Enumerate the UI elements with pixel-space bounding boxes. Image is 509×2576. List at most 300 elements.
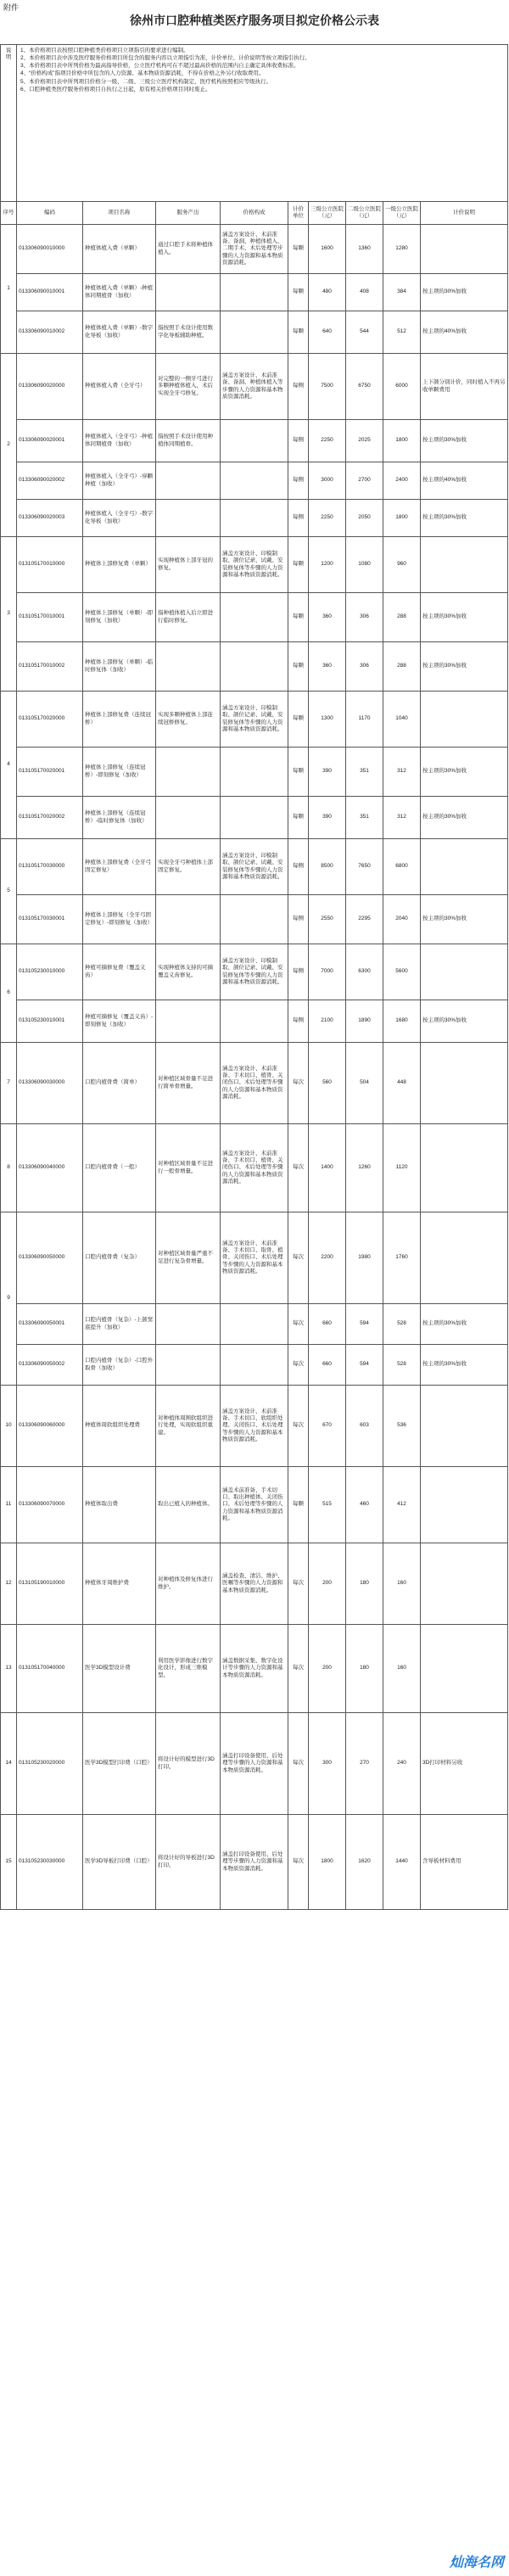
group-number: 8: [1, 1124, 17, 1212]
price-composition: 涵盖术前准备、手术切口、取出种植体、关闭伤口、术后处理等步骤的人力资源和基本物质资源消耗。: [221, 1467, 288, 1543]
price-level-1: 1280: [383, 225, 421, 274]
pricing-remark: 按主项的30%加收: [421, 593, 508, 642]
item-code: 013306090040000: [17, 1124, 83, 1212]
item-code: 013306090070000: [17, 1467, 83, 1543]
pricing-unit: 每侧: [288, 1000, 309, 1043]
pricing-unit: 每次: [288, 1212, 309, 1304]
table-row: [1, 1304, 508, 1345]
notes-content: [17, 45, 508, 202]
price-composition: [221, 797, 288, 839]
price-level-1: 288: [383, 593, 421, 642]
price-level-3: 200: [309, 1543, 346, 1625]
pricing-unit: 每侧: [288, 944, 309, 1000]
pricing-remark: [421, 1467, 508, 1543]
item-name: 种植体植入（全牙弓）-穿颧种植（加收）: [83, 462, 156, 500]
price-composition: 涵盖打印设备使用、后处理等步骤的人力资源和基本物质资源消耗。: [221, 1713, 288, 1815]
item-name: 种植体植入费（单颗）-数字化导板（加收）: [83, 311, 156, 354]
price-level-2: 1980: [346, 1212, 383, 1304]
price-composition: [221, 1000, 288, 1043]
pricing-unit: 每次: [288, 1386, 309, 1467]
pricing-remark: [421, 1212, 508, 1304]
pricing-remark: [421, 1043, 508, 1124]
pricing-unit: 每侧: [288, 420, 309, 462]
item-name: 种植可摘修复（覆盖义齿）-即刻修复（加收）: [83, 1000, 156, 1043]
service-output: [156, 462, 221, 500]
service-output: 实现种植体上部牙冠的修复。: [156, 537, 221, 593]
item-code: 013105230010001: [17, 1000, 83, 1043]
item-code: 013306090050002: [17, 1345, 83, 1386]
price-composition: [221, 593, 288, 642]
col-no-header: 序号: [1, 202, 17, 225]
price-level-3: 2250: [309, 420, 346, 462]
price-level-2: 1890: [346, 1000, 383, 1043]
table-row: [1, 839, 508, 895]
price-composition: 涵盖方案设计、术前准备、备洞、种植体植入、二期手术、术后处理等步骤的人力资源和基本物质资源消耗。: [221, 225, 288, 274]
pricing-remark: 按主项的30%加收: [421, 274, 508, 311]
col-cost-header: 价格构成: [221, 202, 288, 225]
price-level-1: 1800: [383, 500, 421, 537]
price-level-3: 7000: [309, 944, 346, 1000]
table-row: [1, 1625, 508, 1713]
price-level-1: 1120: [383, 1124, 421, 1212]
item-name: 种植体植入费（全牙弓）: [83, 354, 156, 420]
price-level-3: 1800: [309, 1815, 346, 1910]
group-number: 15: [1, 1815, 17, 1910]
price-level-2: 1260: [346, 1124, 383, 1212]
watermark-logo: 灿海名网: [449, 2556, 504, 2570]
price-level-3: 200: [309, 1625, 346, 1713]
item-code: 013105170040000: [17, 1625, 83, 1713]
pricing-unit: 每颗: [288, 537, 309, 593]
item-name: 种植体植入（全牙弓）-数字化导板（加收）: [83, 500, 156, 537]
table-row: [1, 895, 508, 944]
item-name: 医学3D导板打印费（口腔）: [83, 1815, 156, 1910]
table-row: [1, 354, 508, 420]
price-level-1: 312: [383, 797, 421, 839]
pricing-unit: 每次: [288, 1543, 309, 1625]
table-row: [1, 1386, 508, 1467]
pricing-remark: 按主项的30%加收: [421, 895, 508, 944]
price-composition: 涵盖方案设计、术前准备、手术切口、取骨、植骨、关闭伤口、术后处理等步骤的人力资源和基本物质资源消耗。: [221, 1212, 288, 1304]
service-output: 对种植区域骨量不足进行简单骨增量。: [156, 1043, 221, 1124]
price-level-2: 351: [346, 797, 383, 839]
notes-label: 说明: [1, 45, 17, 202]
pricing-remark: [421, 1625, 508, 1713]
item-code: 013306090010002: [17, 311, 83, 354]
price-level-1: 1800: [383, 420, 421, 462]
pricing-unit: 每侧: [288, 354, 309, 420]
table-row: [1, 225, 508, 274]
pricing-remark: 按主项的30%加收: [421, 500, 508, 537]
price-level-3: 1300: [309, 692, 346, 748]
price-level-2: 6300: [346, 944, 383, 1000]
item-name: 种植体牙周维护费: [83, 1543, 156, 1625]
item-code: 013105170020000: [17, 692, 83, 748]
pricing-unit: 每颗: [288, 692, 309, 748]
item-name: 种植体植入费（单颗）: [83, 225, 156, 274]
price-level-2: 306: [346, 642, 383, 692]
price-level-2: 504: [346, 1043, 383, 1124]
price-level-3: 2250: [309, 500, 346, 537]
pricing-remark: 上下颌分别计价，同时植入不再另收单颗费用: [421, 354, 508, 420]
price-composition: 涵盖检查、清洁、维护、医嘱等步骤的人力资源和基本物质资源消耗。: [221, 1543, 288, 1625]
col-code-header: 编码: [17, 202, 83, 225]
price-level-1: 160: [383, 1543, 421, 1625]
price-level-3: 360: [309, 593, 346, 642]
group-number: 11: [1, 1467, 17, 1543]
price-level-2: 1170: [346, 692, 383, 748]
price-level-2: 180: [346, 1543, 383, 1625]
price-level-1: 288: [383, 642, 421, 692]
table-row: [1, 1467, 508, 1543]
note-item: 6、口腔种植类医疗服务价格项目自执行之日起，原有相关价格项目同时废止。: [20, 86, 211, 92]
price-level-3: 7500: [309, 354, 346, 420]
table-row: [1, 1212, 508, 1304]
service-output: 利用医学影像进行数字化设计，形成三维模型。: [156, 1625, 221, 1713]
item-name: 种植体植入费（单颗）-种植体同期植骨（加收）: [83, 274, 156, 311]
price-level-1: 1440: [383, 1815, 421, 1910]
price-level-3: 3000: [309, 462, 346, 500]
item-name: 种植体上部修复费（单颗）: [83, 537, 156, 593]
group-number: 6: [1, 944, 17, 1043]
price-level-2: 7650: [346, 839, 383, 895]
service-output: 指种植体植入后立即进行临时修复。: [156, 593, 221, 642]
pricing-remark: 按主项的30%加收: [421, 1304, 508, 1345]
table-header-row: [1, 202, 508, 225]
price-level-1: 312: [383, 748, 421, 797]
group-number: 14: [1, 1713, 17, 1815]
pricing-remark: 含导板材料费用: [421, 1815, 508, 1910]
price-composition: [221, 420, 288, 462]
item-name: 种植体上部修复（全牙弓固定修复）-即刻修复（加收）: [83, 895, 156, 944]
price-level-1: 412: [383, 1467, 421, 1543]
pricing-remark: [421, 1543, 508, 1625]
item-code: 013306090050000: [17, 1212, 83, 1304]
service-output: 对种植体周围软组织进行处理，实现软组织重建。: [156, 1386, 221, 1467]
price-level-2: 6750: [346, 354, 383, 420]
price-composition: [221, 748, 288, 797]
pricing-unit: 每侧: [288, 895, 309, 944]
item-code: 013105170010001: [17, 593, 83, 642]
attachment-label: 附件: [3, 3, 20, 12]
price-level-2: 270: [346, 1713, 383, 1815]
pricing-remark: 按主项的30%加收: [421, 748, 508, 797]
item-name: 种植体上部修复（连续冠桥）-临时修复体（加收）: [83, 797, 156, 839]
price-level-3: 8500: [309, 839, 346, 895]
item-code: 013306090010001: [17, 274, 83, 311]
item-code: 013306090020003: [17, 500, 83, 537]
price-level-2: 2025: [346, 420, 383, 462]
price-level-3: 2100: [309, 1000, 346, 1043]
pricing-remark: [421, 944, 508, 1000]
service-output: [156, 797, 221, 839]
service-output: [156, 500, 221, 537]
price-composition: [221, 1345, 288, 1386]
item-code: 013105170030000: [17, 839, 83, 895]
group-number: 4: [1, 692, 17, 839]
price-level-3: 300: [309, 1713, 346, 1815]
table-row: [1, 1124, 508, 1212]
pricing-remark: [421, 225, 508, 274]
service-output: [156, 895, 221, 944]
pricing-unit: 每颗: [288, 642, 309, 692]
price-level-2: 2050: [346, 500, 383, 537]
item-code: 013306090010000: [17, 225, 83, 274]
price-composition: [221, 1304, 288, 1345]
group-number: 5: [1, 839, 17, 944]
service-output: 对完整的一侧牙弓进行多颗种植体植入，术后实现全牙弓修复。: [156, 354, 221, 420]
item-name: 种植体上部修复（单颗）-临时修复体（加收）: [83, 642, 156, 692]
item-code: 013306090060000: [17, 1386, 83, 1467]
item-name: 口腔内植骨费（简单）: [83, 1043, 156, 1124]
item-code: 013306090030000: [17, 1043, 83, 1124]
price-level-3: 2200: [309, 1212, 346, 1304]
price-level-3: 515: [309, 1467, 346, 1543]
price-level-2: 544: [346, 311, 383, 354]
table-row: [1, 1543, 508, 1625]
pricing-remark: [421, 537, 508, 593]
group-number: 12: [1, 1543, 17, 1625]
service-output: 实现全牙弓种植体上部固定修复。: [156, 839, 221, 895]
group-number: 10: [1, 1386, 17, 1467]
price-level-3: 390: [309, 797, 346, 839]
price-composition: [221, 311, 288, 354]
price-level-3: 670: [309, 1386, 346, 1467]
price-level-1: 448: [383, 1043, 421, 1124]
item-code: 013306090020001: [17, 420, 83, 462]
pricing-remark: 按主项的30%加收: [421, 642, 508, 692]
note-item: 3、本价格项目表中所列价格为最高指导价格，公立医疗机构可在不超过最高价格的范围内自主确定具体收费标准。: [20, 63, 299, 70]
item-code: 013105170020002: [17, 797, 83, 839]
service-output: 对种植区域骨量不足进行一般骨增量。: [156, 1124, 221, 1212]
note-item: 5、本价格项目表中所列项目价格分一级、二级、三级公立医疗机构制定，医疗机构按照相应等级执行。: [20, 78, 272, 85]
service-output: [156, 274, 221, 311]
price-composition: 涵盖方案设计、术前准备、手术切口、植骨、关闭伤口、术后处理等步骤的人力资源和基本物质资源消耗。: [221, 1043, 288, 1124]
price-level-2: 408: [346, 274, 383, 311]
price-level-1: 528: [383, 1345, 421, 1386]
col-name-header: 项目名称: [83, 202, 156, 225]
price-level-1: 2040: [383, 895, 421, 944]
service-output: [156, 1000, 221, 1043]
item-code: 013105190010000: [17, 1543, 83, 1625]
price-composition: 涵盖方案设计、印模制取、颌位记录、试戴、安装修复体等步骤的人力资源和基本物质资源消耗。: [221, 692, 288, 748]
col-price-3-header: 三级公立医院（元）: [309, 202, 346, 225]
item-code: 013105230030000: [17, 1815, 83, 1910]
pricing-unit: 每次: [288, 1043, 309, 1124]
item-code: 013105170030001: [17, 895, 83, 944]
price-composition: [221, 642, 288, 692]
note-item: 4、“价格构成”指项目价格中所包含的人力资源、基本物质资源消耗，不得在价格之外另行收取费用。: [20, 70, 265, 77]
item-name: 口腔内植骨费（一般）: [83, 1124, 156, 1212]
price-level-2: 2700: [346, 462, 383, 500]
price-level-2: 1080: [346, 537, 383, 593]
price-level-2: 306: [346, 593, 383, 642]
note-item: 1、本价格项目表按照口腔种植类价格项目立项指引的要求进行编制。: [20, 48, 189, 53]
pricing-unit: 每侧: [288, 500, 309, 537]
col-price-1-header: 一级公立医院（元）: [383, 202, 421, 225]
service-output: 对种植体及修复体进行维护。: [156, 1543, 221, 1625]
price-level-3: 640: [309, 311, 346, 354]
pricing-remark: 按主项的30%加收: [421, 1345, 508, 1386]
price-level-3: 560: [309, 1043, 346, 1124]
service-output: 通过口腔手术将种植体植入。: [156, 225, 221, 274]
price-level-1: 384: [383, 274, 421, 311]
pricing-remark: [421, 839, 508, 895]
table-row: [1, 1000, 508, 1043]
pricing-remark: [421, 1386, 508, 1467]
pricing-remark: 按主项的30%加收: [421, 797, 508, 839]
col-remark-header: 计价说明: [421, 202, 508, 225]
pricing-remark: 按主项的30%加收: [421, 1000, 508, 1043]
col-unit-header: 计价单位: [288, 202, 309, 225]
price-level-1: 512: [383, 311, 421, 354]
service-output: 指按照手术设计使用种植体同期植骨。: [156, 420, 221, 462]
price-level-2: 603: [346, 1386, 383, 1467]
item-code: 013105170010002: [17, 642, 83, 692]
price-level-1: 1680: [383, 1000, 421, 1043]
service-output: 实现种植体支持的可摘覆盖义齿修复。: [156, 944, 221, 1000]
group-number: 9: [1, 1212, 17, 1386]
table-row: [1, 1043, 508, 1124]
price-level-1: 5600: [383, 944, 421, 1000]
col-price-2-header: 二级公立医院（元）: [346, 202, 383, 225]
price-level-1: 240: [383, 1713, 421, 1815]
price-level-1: 536: [383, 1386, 421, 1467]
price-level-3: 1600: [309, 225, 346, 274]
price-level-3: 1400: [309, 1124, 346, 1212]
table-row: [1, 311, 508, 354]
pricing-remark: 按主项的40%加收: [421, 311, 508, 354]
price-composition: 涵盖方案设计、术前准备、备洞、种植体植入等步骤的人力资源和基本物质资源消耗。: [221, 354, 288, 420]
item-code: 013105230020000: [17, 1713, 83, 1815]
pricing-unit: 每侧: [288, 839, 309, 895]
pricing-unit: 每颗: [288, 593, 309, 642]
table-row: [1, 500, 508, 537]
price-level-3: 390: [309, 748, 346, 797]
table-row: [1, 1815, 508, 1910]
item-name: 种植体上部修复（单颗）-即刻修复（加收）: [83, 593, 156, 642]
price-level-2: 460: [346, 1467, 383, 1543]
price-table: [0, 44, 508, 1910]
service-output: [156, 1345, 221, 1386]
group-number: 3: [1, 537, 17, 692]
group-number: 2: [1, 354, 17, 537]
item-code: 013306090020002: [17, 462, 83, 500]
price-level-3: 1200: [309, 537, 346, 593]
price-composition: 涵盖方案设计、术前准备、手术切口、植骨、关闭伤口、术后处理等步骤的人力资源和基本物质资源消耗。: [221, 1124, 288, 1212]
service-output: 实现多颗种植体上部连续冠桥修复。: [156, 692, 221, 748]
price-level-1: 2400: [383, 462, 421, 500]
price-level-3: 480: [309, 274, 346, 311]
item-name: 种植体上部修复（连续冠桥）-即刻修复（加收）: [83, 748, 156, 797]
pricing-unit: 每次: [288, 1345, 309, 1386]
pricing-unit: 每次: [288, 1124, 309, 1212]
table-row: [1, 642, 508, 692]
table-row: [1, 274, 508, 311]
price-level-1: 1040: [383, 692, 421, 748]
item-name: 口腔内植骨（复杂）-上颌窦底提升（加收）: [83, 1304, 156, 1345]
item-code: 013105230010000: [17, 944, 83, 1000]
table-row: [1, 537, 508, 593]
pricing-unit: 每颗: [288, 748, 309, 797]
item-code: 013306090050001: [17, 1304, 83, 1345]
price-composition: 涵盖方案设计、印模制取、颌位记录、试戴、安装修复体等步骤的人力资源和基本物质资源消耗。: [221, 537, 288, 593]
item-name: 种植可摘修复费（覆盖义齿）: [83, 944, 156, 1000]
price-composition: [221, 500, 288, 537]
price-composition: 涵盖打印设备使用、后处理等步骤的人力资源和基本物质资源消耗。: [221, 1815, 288, 1910]
table-row: [1, 1713, 508, 1815]
table-row: [1, 797, 508, 839]
pricing-remark: 按主项的40%加收: [421, 462, 508, 500]
item-name: 种植体周软组织处理费: [83, 1386, 156, 1467]
item-name: 种植体植入（全牙弓）-种植体同期植骨（加收）: [83, 420, 156, 462]
price-level-1: 160: [383, 1625, 421, 1713]
service-output: [156, 642, 221, 692]
price-level-2: 351: [346, 748, 383, 797]
group-number: 13: [1, 1625, 17, 1713]
service-output: 将设计好的模型进行3D打印。: [156, 1713, 221, 1815]
price-level-2: 594: [346, 1345, 383, 1386]
table-row: [1, 748, 508, 797]
pricing-unit: 每颗: [288, 311, 309, 354]
table-row: [1, 420, 508, 462]
notes-row: [1, 45, 508, 202]
price-composition: 涵盖数据采集、数字化设计等步骤的人力资源和基本物质资源消耗。: [221, 1625, 288, 1713]
price-level-1: 6000: [383, 354, 421, 420]
price-composition: [221, 895, 288, 944]
pricing-remark: [421, 1124, 508, 1212]
price-level-1: 1760: [383, 1212, 421, 1304]
item-name: 医学3D模型设计费: [83, 1625, 156, 1713]
item-name: 种植体上部修复费（连续冠桥）: [83, 692, 156, 748]
pricing-unit: 每颗: [288, 797, 309, 839]
price-level-2: 594: [346, 1304, 383, 1345]
price-composition: 涵盖方案设计、术前准备、手术切口、软组织处理、关闭伤口、术后处理等步骤的人力资源和基本物质资源消耗。: [221, 1386, 288, 1467]
item-name: 种植体取出费: [83, 1467, 156, 1543]
price-level-2: 1360: [346, 225, 383, 274]
item-name: 种植体上部修复费（全牙弓固定修复）: [83, 839, 156, 895]
price-level-3: 2550: [309, 895, 346, 944]
service-output: 对种植区域骨量严重不足进行复杂骨增量。: [156, 1212, 221, 1304]
pricing-unit: 每次: [288, 1625, 309, 1713]
item-name: 医学3D模型打印费（口腔）: [83, 1713, 156, 1815]
col-output-header: 服务产出: [156, 202, 221, 225]
price-level-1: 528: [383, 1304, 421, 1345]
pricing-unit: 每次: [288, 1304, 309, 1345]
pricing-unit: 每颗: [288, 225, 309, 274]
price-composition: 涵盖方案设计、印模制取、颌位记录、试戴、安装修复体等步骤的人力资源和基本物质资源消耗。: [221, 944, 288, 1000]
note-item: 2、本价格项目表中涉及医疗服务价格项目所包含的服务内容以立项指引为准，计价单位、计价说明等按立项指引执行。: [20, 55, 310, 62]
price-level-1: 6800: [383, 839, 421, 895]
price-level-1: 960: [383, 537, 421, 593]
pricing-unit: 每颗: [288, 274, 309, 311]
item-code: 013306090020000: [17, 354, 83, 420]
table-row: [1, 462, 508, 500]
table-row: [1, 944, 508, 1000]
price-level-3: 360: [309, 642, 346, 692]
price-composition: [221, 274, 288, 311]
price-composition: 涵盖方案设计、印模制取、颌位记录、试戴、安装修复体等步骤的人力资源和基本物质资源消耗。: [221, 839, 288, 895]
price-level-3: 660: [309, 1345, 346, 1386]
pricing-remark: [421, 692, 508, 748]
service-output: [156, 1304, 221, 1345]
service-output: 将设计好的导板进行3D打印。: [156, 1815, 221, 1910]
table-row: [1, 1345, 508, 1386]
item-code: 013105170010000: [17, 537, 83, 593]
service-output: [156, 748, 221, 797]
table-row: [1, 593, 508, 642]
pricing-remark: 按主项的30%加收: [421, 420, 508, 462]
